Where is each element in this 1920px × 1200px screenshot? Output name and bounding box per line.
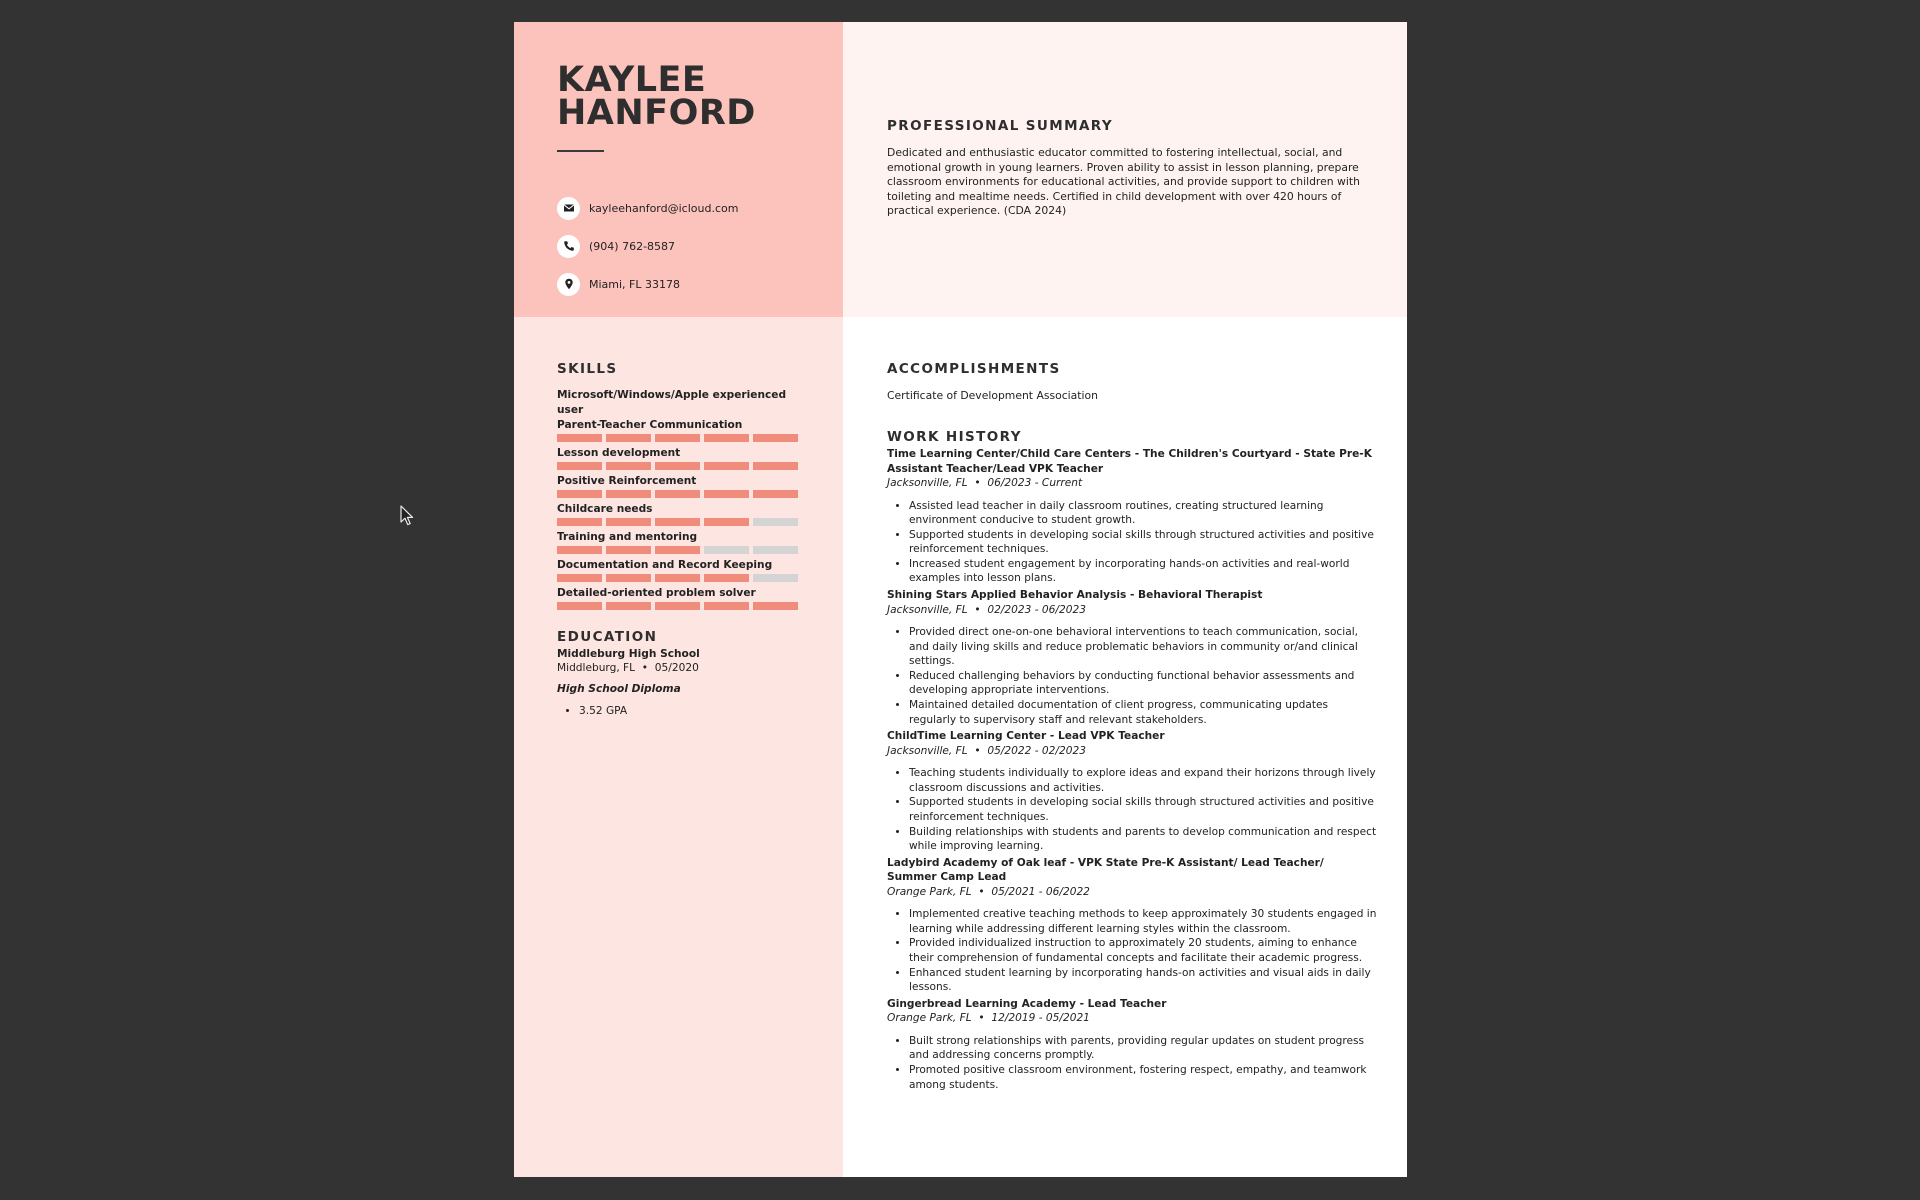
job-meta — [887, 885, 1377, 900]
skill-bar-filled — [606, 490, 651, 498]
summary-text: Dedicated and enthusiastic educator committed to fostering intellectual, social, and emotional growth in young learners. Proven ability to assist in lesson planning, prepare classroom environments for educational activities, and provide support to children with toileting and mealtime needs. Certified in child development with over 420 hours of practical experience. (CDA 2024) — [887, 146, 1360, 217]
skill-label: Parent-Teacher Communication — [557, 419, 743, 431]
job-location: Jacksonville, FL — [887, 603, 968, 616]
skill-bar-filled — [557, 602, 602, 610]
job-entry — [887, 997, 1377, 1092]
meta-separator: • — [967, 744, 988, 757]
skill-label: Positive Reinforcement — [557, 475, 697, 487]
skill-bar-filled — [655, 518, 700, 526]
skill-bar-filled — [606, 602, 651, 610]
meta-separator: • — [971, 885, 992, 898]
skill-level-bars — [557, 518, 807, 526]
job-location: Orange Park, FL — [887, 885, 972, 898]
job-title: Ladybird Academy of Oak leaf - VPK State Pre-K Assistant/ Lead Teacher/ Summer Camp Lead — [887, 856, 1324, 884]
job-title: Gingerbread Learning Academy - Lead Teacher — [887, 997, 1167, 1010]
job-bullet: • Provided direct one-on-one behavioral interventions to teach communication, social, and daily living skills and reduce problematic behaviors in community or/and clinical settings. — [909, 625, 1377, 669]
skill-bar-empty — [753, 574, 798, 582]
skill-level-bars — [557, 490, 807, 498]
meta-separator: • — [967, 603, 988, 616]
job-bullets — [887, 1034, 1377, 1092]
skill-bar-filled — [557, 490, 602, 498]
job-meta — [887, 476, 1377, 491]
mouse-pointer-icon — [400, 505, 416, 527]
work-history-section — [887, 429, 1377, 1092]
graduation-date: 05/2020 — [654, 662, 699, 674]
job-bullets — [887, 907, 1377, 995]
skill-label: Microsoft/Windows/Apple experienced user — [557, 389, 787, 416]
school-name: Middleburg High School — [557, 648, 700, 660]
skill-level-bars — [557, 546, 807, 554]
job-bullet: • Provided individualized instruction to approximately 20 students, aiming to enhance their comprehension of fundamental concepts and facilitate their academic progress. — [909, 936, 1377, 965]
skill-label: Training and mentoring — [557, 531, 698, 543]
job-bullet: • Increased student engagement by incorporating hands-on activities and real-world examples into lesson plans. — [909, 557, 1377, 586]
meta-separator: • — [971, 1012, 992, 1025]
job-location: Orange Park, FL — [887, 1012, 972, 1025]
job-bullet: • Promoted positive classroom environment, fostering respect, empathy, and teamwork among students. — [909, 1063, 1377, 1092]
contact-location — [557, 272, 817, 296]
job-bullet: • Teaching students individually to explore ideas and expand their horizons through lively classroom discussions and activities. — [909, 766, 1377, 795]
job-bullet: • Reduced challenging behaviors by conducting functional behavior assessments and developing appropriate interventions. — [909, 669, 1377, 698]
skill-bar-empty — [753, 518, 798, 526]
skill-bar-filled — [655, 462, 700, 470]
education-section — [557, 629, 817, 717]
name-divider — [557, 150, 604, 152]
skill-bar-filled — [606, 574, 651, 582]
skill-level-bars — [557, 602, 807, 610]
skills-heading: SKILLS — [557, 361, 618, 377]
job-entry — [887, 588, 1377, 727]
skill-bar-filled — [606, 434, 651, 442]
job-bullet: • Supported students in developing social skills through structured activities and positive reinforcement techniques. — [909, 528, 1377, 557]
skill-bar-filled — [655, 490, 700, 498]
skill-level-bars — [557, 434, 807, 442]
contact-phone — [557, 234, 817, 258]
accomplishments-section — [887, 361, 1377, 402]
job-title: Time Learning Center/Child Care Centers - The Children's Courtyard - State Pre-K Assistant Teacher/Lead VPK Teacher — [887, 448, 1372, 475]
skill-bar-filled — [704, 490, 749, 498]
job-dates: 05/2022 - 02/2023 — [987, 744, 1086, 757]
job-title: Shining Stars Applied Behavior Analysis - Behavioral Therapist — [887, 589, 1263, 602]
job-meta — [887, 603, 1377, 618]
phone-text: (904) 762-8587 — [589, 239, 676, 253]
map-pin-icon — [557, 273, 580, 296]
skill-bar-filled — [704, 434, 749, 442]
job-bullet: • Enhanced student learning by incorporating hands-on activities and visual aids in daily lessons. — [909, 966, 1377, 995]
skill-bar-filled — [606, 518, 651, 526]
accomplishment-item: Certificate of Development Association — [887, 389, 1098, 402]
skill-bar-empty — [704, 546, 749, 554]
meta-separator: • — [638, 662, 652, 674]
meta-separator: • — [967, 477, 988, 489]
education-bullet: • 3.52 GPA — [579, 705, 817, 717]
skill-label: Detailed-oriented problem solver — [557, 587, 756, 599]
skill-level-bars — [557, 574, 807, 582]
job-location: Jacksonville, FL — [887, 477, 968, 489]
resume-page — [514, 22, 1407, 1177]
skill-bar-filled — [704, 602, 749, 610]
name-last: HANFORD — [557, 93, 756, 133]
job-bullet: • Built strong relationships with parents, providing regular updates on student progress and addressing concerns promptly. — [909, 1034, 1377, 1063]
email-text: kayleehanford@icloud.com — [589, 201, 739, 215]
skill-bar-filled — [704, 518, 749, 526]
skill-bar-filled — [655, 602, 700, 610]
envelope-icon — [557, 197, 580, 220]
education-heading: EDUCATION — [557, 629, 658, 645]
job-bullet: • Implemented creative teaching methods to keep approximately 30 students engaged in learning while addressing different learning styles within the classroom. — [909, 907, 1377, 936]
skill-label: Childcare needs — [557, 503, 653, 515]
degree: High School Diploma — [557, 683, 681, 695]
job-dates: 06/2023 - Current — [987, 477, 1083, 489]
skill-bar-filled — [557, 574, 602, 582]
job-bullet: • Building relationships with students and parents to develop communication and respect while improving learning. — [909, 825, 1377, 854]
skill-bar-filled — [557, 546, 602, 554]
skills-section — [557, 361, 807, 614]
contact-email — [557, 196, 817, 220]
job-dates: 12/2019 - 05/2021 — [991, 1012, 1090, 1025]
skill-bar-filled — [557, 462, 602, 470]
skill-bar-empty — [753, 546, 798, 554]
candidate-name — [557, 60, 817, 133]
accomplishments-heading: ACCOMPLISHMENTS — [887, 361, 1061, 377]
job-bullets — [887, 499, 1377, 587]
job-meta — [887, 744, 1377, 759]
skill-bar-filled — [606, 462, 651, 470]
job-bullet: • Supported students in developing social skills through structured activities and positive reinforcement techniques. — [909, 795, 1377, 824]
work-history-heading: WORK HISTORY — [887, 429, 1022, 445]
skill-bar-filled — [557, 518, 602, 526]
skill-bar-filled — [557, 434, 602, 442]
job-dates: 05/2021 - 06/2022 — [991, 885, 1090, 898]
job-dates: 02/2023 - 06/2023 — [987, 603, 1086, 616]
school-location: Middleburg, FL — [557, 662, 636, 674]
job-bullet: • Maintained detailed documentation of client progress, communicating updates regularly to supervisory staff and relevant stakeholders. — [909, 698, 1377, 727]
location-text: Miami, FL 33178 — [589, 277, 680, 291]
job-entry — [887, 856, 1377, 995]
skill-bar-filled — [753, 462, 798, 470]
name-first: KAYLEE — [557, 60, 707, 100]
education-meta — [557, 662, 817, 674]
skill-bar-filled — [753, 602, 798, 610]
skill-bar-filled — [704, 462, 749, 470]
skill-label: Documentation and Record Keeping — [557, 559, 773, 571]
job-list — [887, 447, 1377, 1092]
job-entry — [887, 729, 1377, 854]
job-bullets — [887, 766, 1377, 854]
job-bullets — [887, 625, 1377, 727]
job-title: ChildTime Learning Center - Lead VPK Teacher — [887, 730, 1165, 743]
skill-bar-filled — [655, 434, 700, 442]
skill-label: Lesson development — [557, 447, 681, 459]
job-entry — [887, 447, 1377, 586]
education-bullets — [557, 705, 817, 717]
job-bullet: • Assisted lead teacher in daily classroom routines, creating structured learning environment conducive to student growth. — [909, 499, 1377, 528]
skill-level-bars — [557, 462, 807, 470]
phone-icon — [557, 235, 580, 258]
job-meta — [887, 1011, 1377, 1026]
skill-bar-filled — [606, 546, 651, 554]
skill-bar-filled — [704, 574, 749, 582]
summary-heading: PROFESSIONAL SUMMARY — [887, 118, 1114, 134]
skill-bar-filled — [655, 546, 700, 554]
skill-bar-filled — [655, 574, 700, 582]
skill-bar-filled — [753, 490, 798, 498]
skill-bar-filled — [753, 434, 798, 442]
job-location: Jacksonville, FL — [887, 744, 968, 757]
skills-list — [557, 388, 807, 610]
summary-section — [887, 118, 1377, 219]
